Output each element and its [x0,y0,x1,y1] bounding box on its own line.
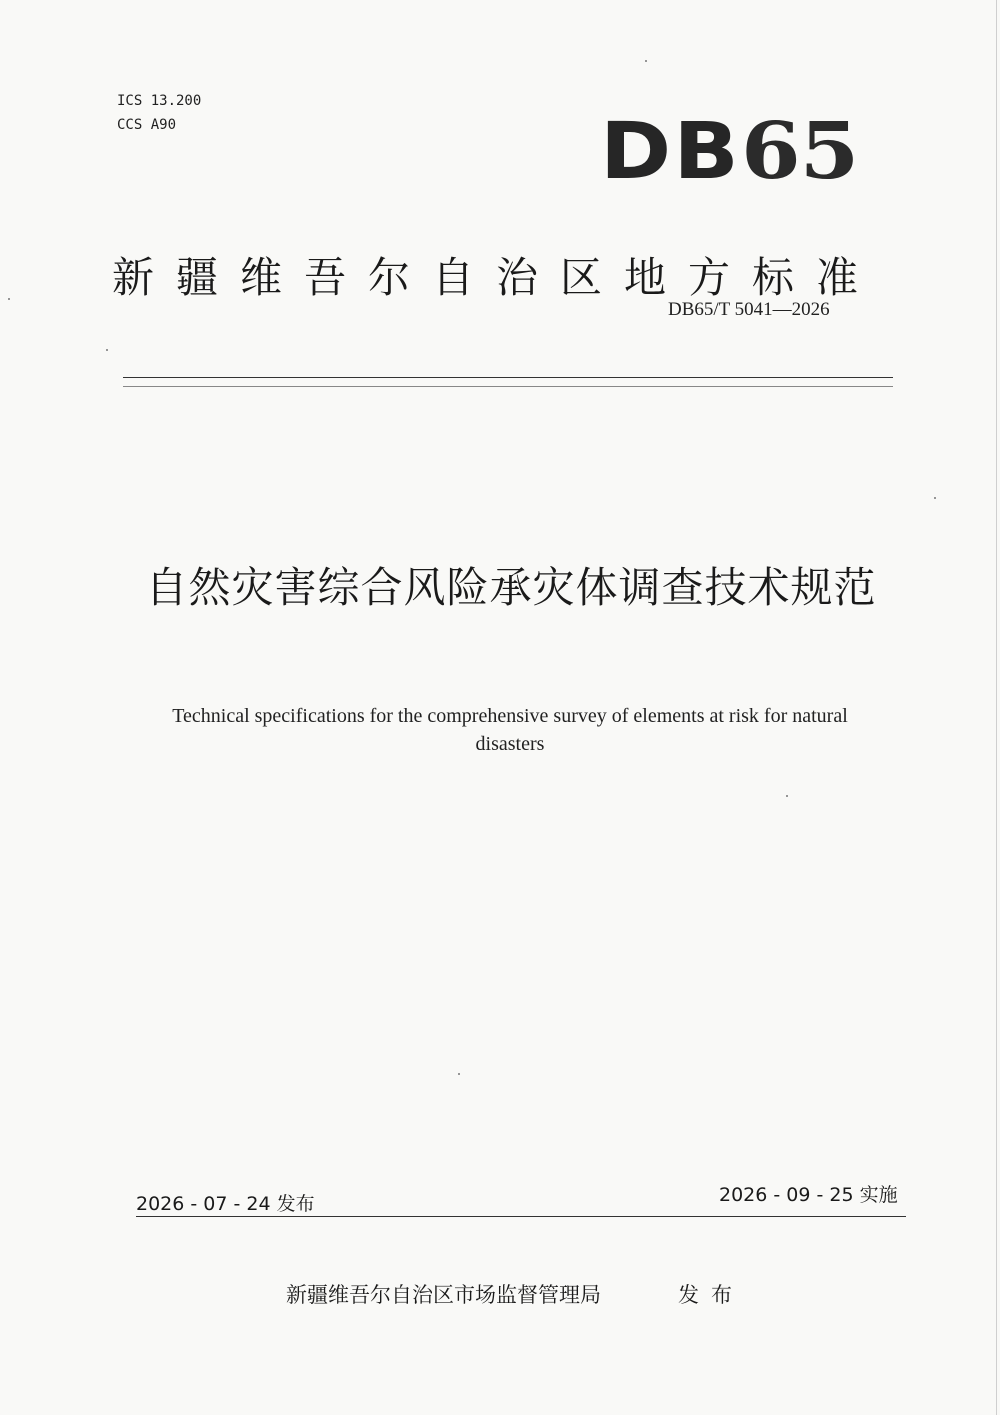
logo-db: DB [600,107,742,197]
implementation-date: 2026 - 09 - 25 实施 [719,1184,898,1206]
ccs-code: CCS A90 [117,117,177,133]
db65-logo [600,106,859,197]
standard-type-heading: 新疆维吾尔自治区地方标准 [112,253,881,302]
scan-speck [645,60,647,62]
ics-code: ICS 13.200 [117,93,202,109]
issued-label: 发布 [678,1283,744,1307]
issuing-authority: 新疆维吾尔自治区市场监督管理局 [286,1283,601,1307]
logo-number: 65 [741,106,859,197]
document-title-english [110,702,910,758]
document-title-chinese: 自然灾害综合风险承灾体调查技术规范 [145,563,877,612]
footer-divider [136,1216,906,1217]
scan-speck [458,1073,460,1075]
page-edge-line [996,0,997,1415]
scan-speck [8,298,10,300]
header-divider [123,377,893,378]
standard-number: DB65/T 5041—2026 [668,299,830,320]
title-english-line-1: Technical specifications for the comprehensive survey of elements at risk for natural [172,705,848,727]
classification-codes [117,89,201,137]
scan-speck [106,349,108,351]
release-date: 2026 - 07 - 24 发布 [136,1193,315,1215]
scan-speck [934,497,936,499]
title-english-line-2: disasters [475,733,545,755]
header-divider-secondary [123,386,893,387]
scan-speck [786,795,788,797]
